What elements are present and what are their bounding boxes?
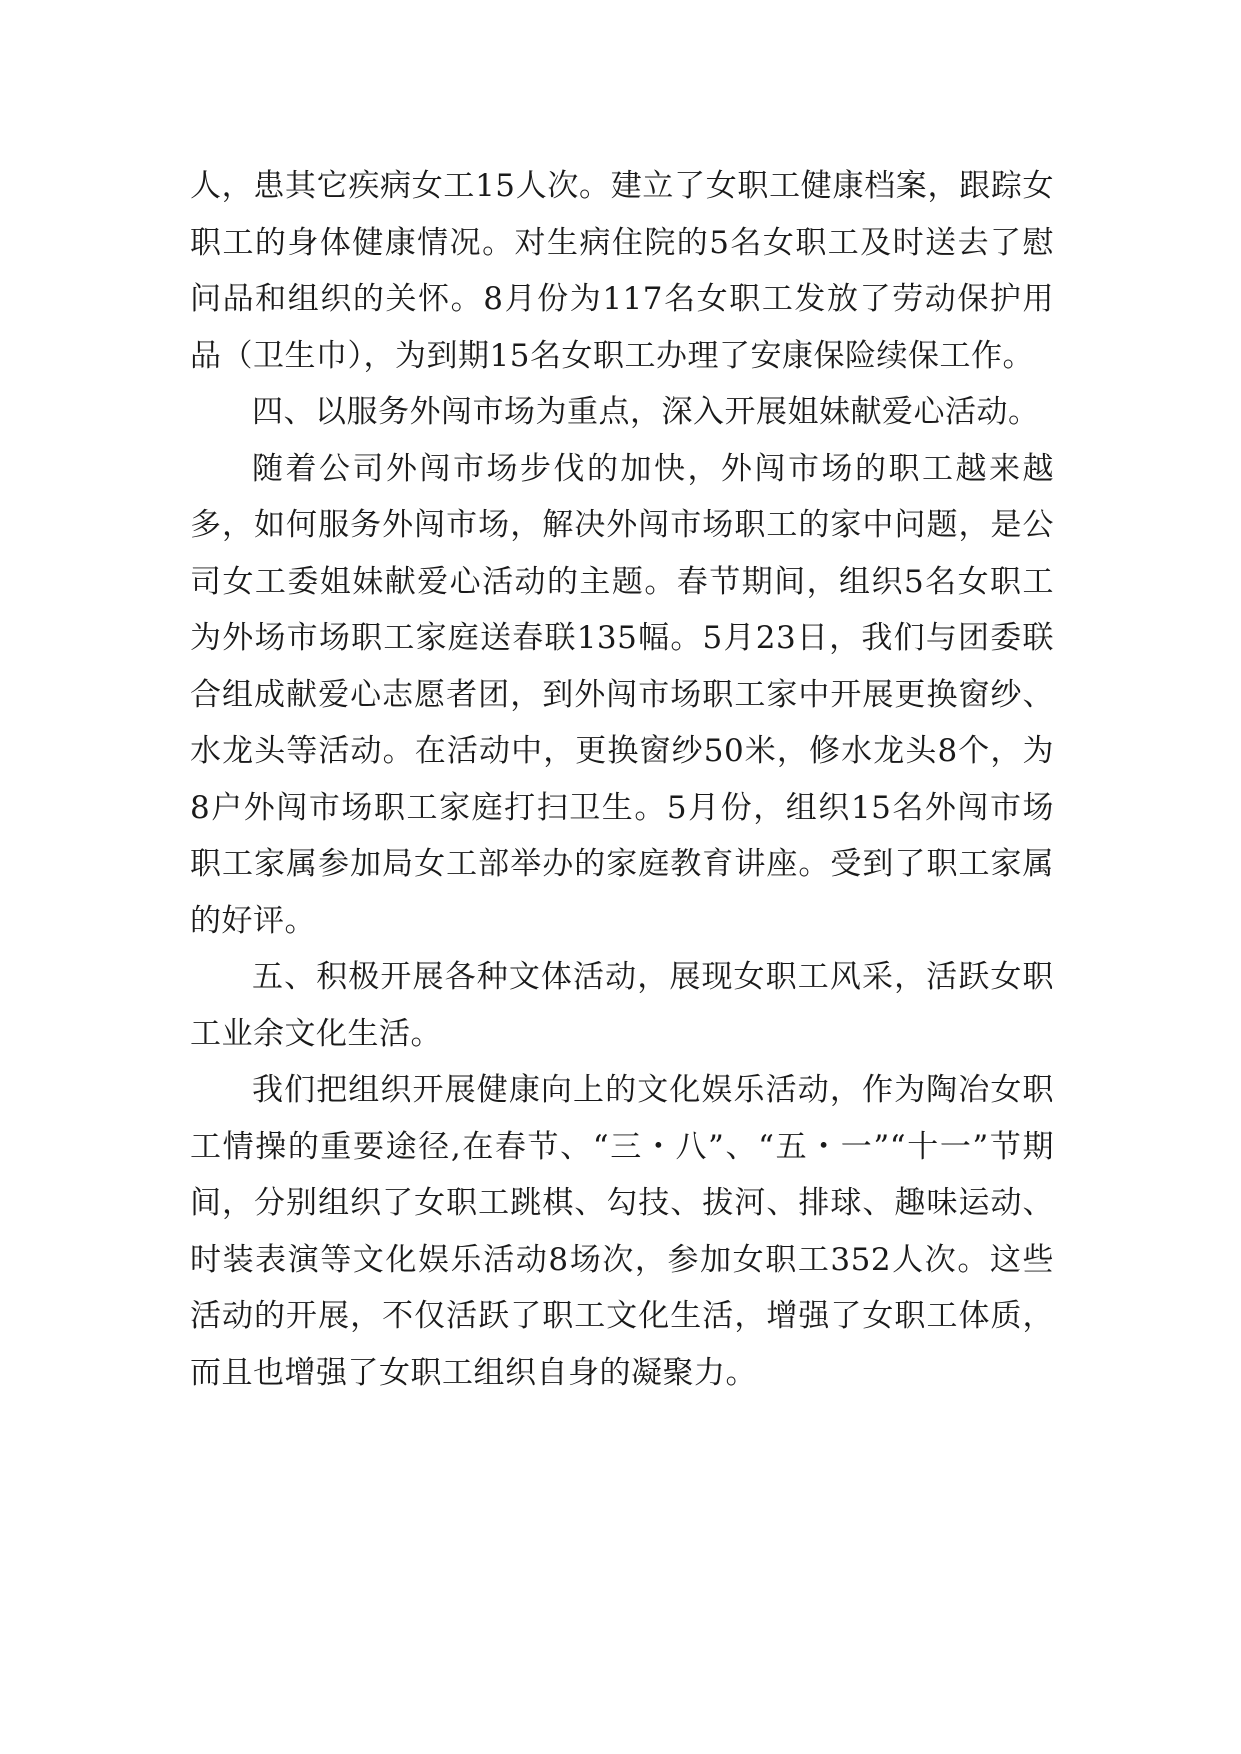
heading-section-four: 四、以服务外闯市场为重点，深入开展姐妹献爱心活动。 [252, 394, 1040, 430]
paragraph-health-care: 人，患其它疾病女工15人次。建立了女职工健康档案，跟踪女职工的身体健康情况。对生病住院的5名女职工及时送去了慰问品和组织的关怀。8月份为117名女职工发放了劳动保护用品（卫生巾），为到期15名女职工办理了安康保险续保工作。 [190, 168, 1054, 374]
document-body [190, 158, 1054, 1401]
paragraph-cultural-activities: 我们把组织开展健康向上的文化娱乐活动，作为陶冶女职工情操的重要途径,在春节、“三・八”、“五・一”“十一”节期间，分别组织了女职工跳棋、勾技、拔河、排球、趣味运动、时装表演等文化娱乐活动8场次，参加女职工352人次。这些活动的开展，不仅活跃了职工文化生活，增强了女职工体质，而且也增强了女职工组织自身的凝聚力。 [190, 1072, 1054, 1391]
paragraph-market-service: 随着公司外闯市场步伐的加快，外闯市场的职工越来越多，如何服务外闯市场，解决外闯市场职工的家中问题，是公司女工委姐妹献爱心活动的主题。春节期间，组织5名女职工为外场市场职工家庭送春联135幅。5月23日，我们与团委联合组成献爱心志愿者团，到外闯市场职工家中开展更换窗纱、水龙头等活动。在活动中，更换窗纱50米，修水龙头8个，为8户外闯市场职工家庭打扫卫生。5月份，组织15名外闯市场职工家属参加局女工部举办的家庭教育讲座。受到了职工家属的好评。 [190, 450, 1054, 939]
heading-section-five: 五、积极开展各种文体活动，展现女职工风采，活跃女职工业余文化生活。 [190, 959, 1054, 1052]
